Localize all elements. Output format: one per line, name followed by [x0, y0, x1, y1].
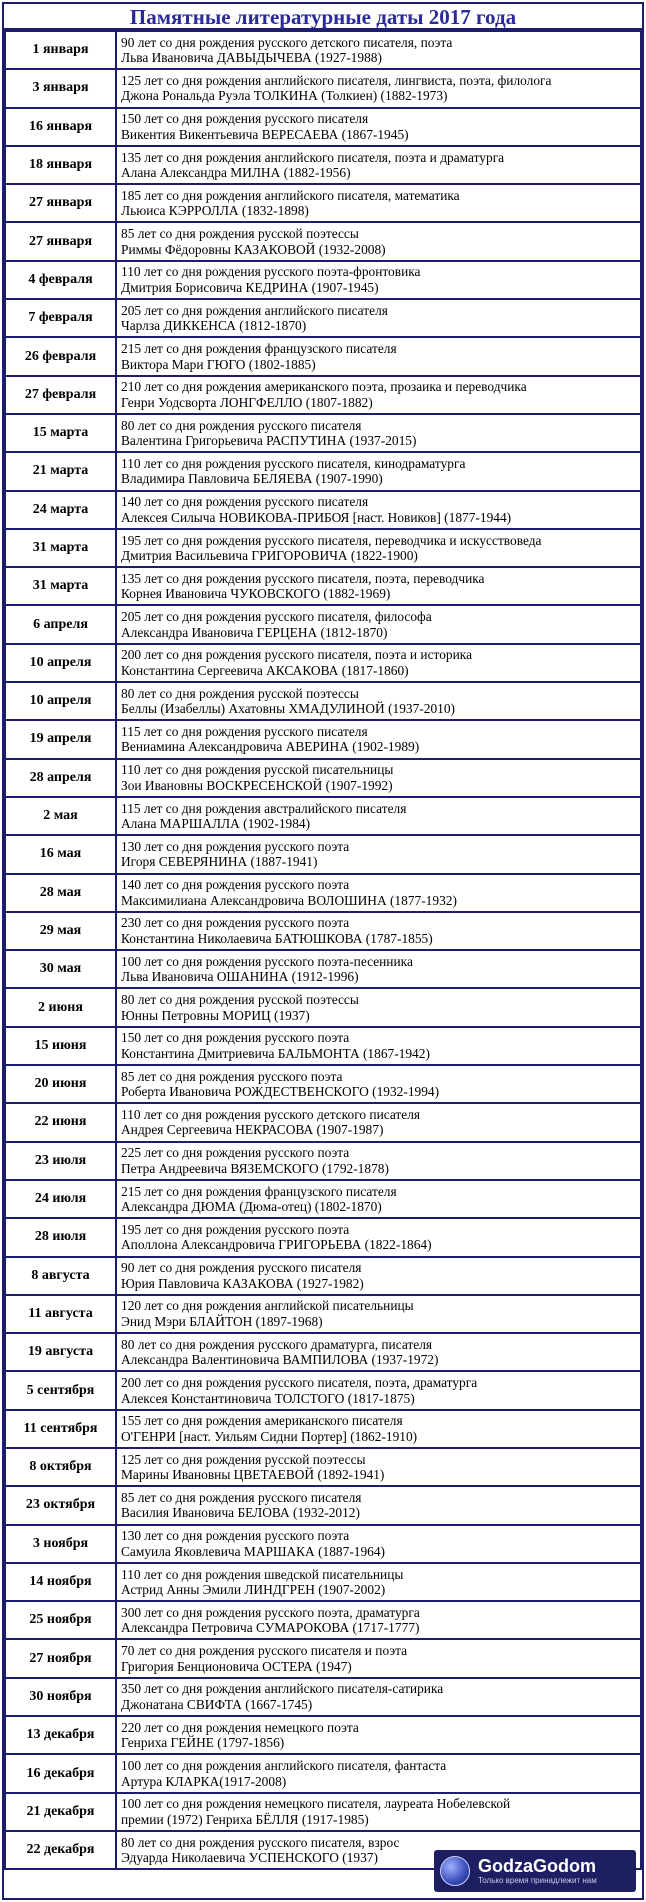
description-cell	[116, 1142, 641, 1180]
anniversary-line: 100 лет со дня рождения русского поэта-песенника	[121, 953, 413, 969]
author-line: Льва Ивановича ОШАНИНА (1912-1996)	[121, 969, 359, 985]
description-cell	[116, 1065, 641, 1103]
author-line: Джона Рональда Руэла ТОЛКИНА (Толкиен) (1882-1973)	[121, 88, 448, 104]
description-cell	[116, 912, 641, 950]
anniversary-line: 135 лет со дня рождения английского писателя, поэта и драматурга	[121, 149, 505, 165]
date-cell: 25 ноября	[5, 1601, 116, 1639]
table-row	[5, 1180, 641, 1218]
description-cell	[116, 69, 641, 107]
date-cell: 19 апреля	[5, 720, 116, 758]
table-row	[5, 1142, 641, 1180]
description-cell	[116, 1525, 641, 1563]
date-cell: 20 июня	[5, 1065, 116, 1103]
anniversary-line: 230 лет со дня рождения русского поэта	[121, 915, 350, 931]
description-cell	[116, 1218, 641, 1256]
author-line: Виктора Мари ГЮГО (1802-1885)	[121, 356, 316, 372]
table-row	[5, 1563, 641, 1601]
table-row	[5, 912, 641, 950]
date-cell: 15 июня	[5, 1027, 116, 1065]
anniversary-line: 85 лет со дня рождения русского писателя	[121, 1489, 362, 1505]
date-cell: 31 марта	[5, 529, 116, 567]
description-cell	[116, 1180, 641, 1218]
table-row	[5, 644, 641, 682]
description-cell	[116, 491, 641, 529]
anniversary-line: 100 лет со дня рождения немецкого писателя, лауреата Нобелевской	[121, 1796, 511, 1812]
description-cell	[116, 1639, 641, 1677]
anniversary-line: 90 лет со дня рождения русского писателя	[121, 1260, 362, 1276]
date-cell: 27 февраля	[5, 376, 116, 414]
date-cell: 28 июля	[5, 1218, 116, 1256]
table-row	[5, 1410, 641, 1448]
anniversary-line: 300 лет со дня рождения русского поэта, драматурга	[121, 1604, 420, 1620]
description-cell	[116, 1257, 641, 1295]
author-line: Самуила Яковлевича МАРШАКА (1887-1964)	[121, 1543, 386, 1559]
table-row	[5, 337, 641, 375]
author-line: Александра Ивановича ГЕРЦЕНА (1812-1870)	[121, 624, 388, 640]
anniversary-line: 80 лет со дня рождения русского драматурга, писателя	[121, 1336, 433, 1352]
date-cell: 22 декабря	[5, 1831, 116, 1869]
author-line: Александра Петровича СУМАРОКОВА (1717-1777)	[121, 1620, 420, 1636]
anniversary-line: 350 лет со дня рождения английского писателя-сатирика	[121, 1681, 444, 1697]
date-cell: 1 января	[5, 31, 116, 69]
table-row	[5, 108, 641, 146]
table-row	[5, 1793, 641, 1831]
anniversary-line: 115 лет со дня рождения русского писателя	[121, 723, 368, 739]
anniversary-line: 150 лет со дня рождения русского писателя	[121, 111, 369, 127]
table-row	[5, 414, 641, 452]
author-line: Константина Сергеевича АКСАКОВА (1817-1860)	[121, 662, 409, 678]
author-line: Алексея Константиновича ТОЛСТОГО (1817-1875)	[121, 1390, 415, 1406]
table-row	[5, 988, 641, 1026]
author-line: Роберта Ивановича РОЖДЕСТВЕНСКОГО (1932-1994)	[121, 1084, 440, 1100]
description-cell	[116, 1486, 641, 1524]
author-line: Максимилиана Александровича ВОЛОШИНА (1877-1932)	[121, 892, 457, 908]
date-cell: 30 ноября	[5, 1678, 116, 1716]
description-cell	[116, 797, 641, 835]
description-cell	[116, 1601, 641, 1639]
author-line: Беллы (Изабеллы) Ахатовны ХМАДУЛИНОЙ (1937-2010)	[121, 701, 456, 717]
date-cell: 11 сентября	[5, 1410, 116, 1448]
dates-table-frame	[2, 2, 644, 1900]
anniversary-line: 100 лет со дня рождения английского писателя, фантаста	[121, 1758, 447, 1773]
anniversary-line: 140 лет со дня рождения русского писателя	[121, 494, 369, 510]
description-cell	[116, 146, 641, 184]
date-cell: 4 февраля	[5, 261, 116, 299]
anniversary-line: 80 лет со дня рождения русской поэтессы	[121, 685, 359, 701]
description-cell	[116, 108, 641, 146]
table-row	[5, 31, 641, 69]
author-line: Григория Бенционовича ОСТЕРА (1947)	[121, 1658, 352, 1674]
date-cell: 5 сентября	[5, 1371, 116, 1409]
anniversary-line: 90 лет со дня рождения русского детского писателя, поэта	[121, 34, 453, 50]
table-row	[5, 69, 641, 107]
anniversary-line: 80 лет со дня рождения русского писателя	[121, 417, 362, 433]
date-cell: 13 декабря	[5, 1716, 116, 1754]
anniversary-line: 110 лет со дня рождения русского поэта-фронтовика	[121, 264, 421, 280]
anniversary-line: 215 лет со дня рождения французского писателя	[121, 341, 397, 357]
date-cell: 10 апреля	[5, 644, 116, 682]
author-line: Аполлона Александровича ГРИГОРЬЕВА (1822-1864)	[121, 1237, 432, 1253]
table-row	[5, 376, 641, 414]
description-cell	[116, 1678, 641, 1716]
date-cell: 21 марта	[5, 452, 116, 490]
author-line: Артура КЛАРКА(1917-2008)	[121, 1773, 287, 1789]
description-cell	[116, 567, 641, 605]
logo-tagline: Только время принадлежит нам	[478, 1876, 597, 1885]
anniversary-line: 135 лет со дня рождения русского писателя, поэта, переводчика	[121, 570, 485, 586]
author-line: Чарлза ДИККЕНСА (1812-1870)	[121, 318, 307, 334]
description-cell	[116, 1563, 641, 1601]
description-cell	[116, 1754, 641, 1792]
description-cell	[116, 1295, 641, 1333]
date-cell: 8 августа	[5, 1257, 116, 1295]
table-row	[5, 1371, 641, 1409]
author-line: Петра Андреевича ВЯЗЕМСКОГО (1792-1878)	[121, 1160, 389, 1176]
date-cell: 28 апреля	[5, 759, 116, 797]
description-cell	[116, 682, 641, 720]
author-line: Александра Валентиновича ВАМПИЛОВА (1937-1972)	[121, 1352, 439, 1368]
table-row	[5, 529, 641, 567]
table-row	[5, 299, 641, 337]
description-cell	[116, 184, 641, 222]
date-cell: 29 мая	[5, 912, 116, 950]
anniversary-line: 195 лет со дня рождения русского поэта	[121, 1221, 350, 1237]
anniversary-line: 125 лет со дня рождения английского писателя, лингвиста, поэта, филолога	[121, 72, 552, 88]
date-cell: 7 февраля	[5, 299, 116, 337]
date-cell: 3 ноября	[5, 1525, 116, 1563]
table-row	[5, 759, 641, 797]
anniversary-line: 110 лет со дня рождения русского детского писателя	[121, 1106, 421, 1122]
table-row	[5, 950, 641, 988]
anniversary-line: 70 лет со дня рождения русского писателя и поэта	[121, 1643, 408, 1659]
date-cell: 2 мая	[5, 797, 116, 835]
anniversary-line: 85 лет со дня рождения русской поэтессы	[121, 226, 359, 242]
author-line: Льюиса КЭРРОЛЛА (1832-1898)	[121, 203, 309, 219]
anniversary-line: 120 лет со дня рождения английской писательницы	[121, 1298, 414, 1314]
table-row	[5, 1027, 641, 1065]
author-line: Дмитрия Борисовича КЕДРИНА (1907-1945)	[121, 279, 379, 295]
date-cell: 14 ноября	[5, 1563, 116, 1601]
date-cell: 16 декабря	[5, 1754, 116, 1792]
anniversary-line: 220 лет со дня рождения немецкого поэта	[121, 1719, 359, 1735]
author-line: Василия Ивановича БЕЛОВА (1932-2012)	[121, 1505, 360, 1521]
table-row	[5, 720, 641, 758]
author-line: Дмитрия Васильевича ГРИГОРОВИЧА (1822-1900)	[121, 548, 418, 563]
anniversary-line: 140 лет со дня рождения русского поэта	[121, 877, 350, 893]
author-line: премии (1972) Генриха БЁЛЛЯ (1917-1985)	[121, 1811, 369, 1827]
logo-text	[478, 1856, 597, 1886]
date-cell: 19 августа	[5, 1333, 116, 1371]
anniversary-line: 215 лет со дня рождения французского писателя	[121, 1183, 397, 1199]
date-cell: 23 июля	[5, 1142, 116, 1180]
date-cell: 28 мая	[5, 874, 116, 912]
author-line: Генриха ГЕЙНЕ (1797-1856)	[121, 1735, 285, 1751]
anniversary-line: 80 лет со дня рождения русской поэтессы	[121, 992, 359, 1008]
anniversary-line: 110 лет со дня рождения русской писательницы	[121, 762, 394, 778]
description-cell	[116, 1027, 641, 1065]
table-row	[5, 1218, 641, 1256]
author-line: Юнны Петровны МОРИЦ (1937)	[121, 1007, 310, 1023]
table-row	[5, 1525, 641, 1563]
table-row	[5, 261, 641, 299]
date-cell: 11 августа	[5, 1295, 116, 1333]
author-line: Марины Ивановны ЦВЕТАЕВОЙ (1892-1941)	[121, 1467, 385, 1483]
description-cell	[116, 1793, 641, 1831]
anniversary-line: 85 лет со дня рождения русского поэта	[121, 1068, 343, 1084]
site-logo	[434, 1850, 636, 1892]
author-line: Алана Александра МИЛНА (1882-1956)	[121, 165, 351, 181]
author-line: Риммы Фёдоровны КАЗАКОВОЙ (1932-2008)	[121, 241, 386, 257]
description-cell	[116, 874, 641, 912]
anniversary-line: 155 лет со дня рождения американского писателя	[121, 1413, 403, 1429]
date-cell: 18 января	[5, 146, 116, 184]
author-line: Зои Ивановны ВОСКРЕСЕНСКОЙ (1907-1992)	[121, 777, 393, 793]
date-cell: 6 апреля	[5, 605, 116, 643]
author-line: Константина Дмитриевича БАЛЬМОНТА (1867-1942)	[121, 1045, 430, 1061]
date-cell: 21 декабря	[5, 1793, 116, 1831]
description-cell	[116, 644, 641, 682]
table-row	[5, 1486, 641, 1524]
description-cell	[116, 1716, 641, 1754]
anniversary-line: 200 лет со дня рождения русского писателя, поэта и историка	[121, 647, 473, 663]
table-row	[5, 682, 641, 720]
anniversary-line: 150 лет со дня рождения русского поэта	[121, 1030, 350, 1046]
author-line: Валентина Григорьевича РАСПУТИНА (1937-2015)	[121, 433, 417, 449]
anniversary-line: 130 лет со дня рождения русского поэта	[121, 1528, 350, 1544]
page-title: Памятные литературные даты 2017 года	[4, 4, 642, 30]
date-cell: 16 мая	[5, 835, 116, 873]
date-cell: 30 мая	[5, 950, 116, 988]
table-row	[5, 1295, 641, 1333]
description-cell	[116, 299, 641, 337]
date-cell: 27 ноября	[5, 1639, 116, 1677]
anniversary-line: 110 лет со дня рождения русского писателя, кинодраматурга	[121, 455, 466, 471]
date-cell: 8 октября	[5, 1448, 116, 1486]
date-cell: 27 января	[5, 222, 116, 260]
description-cell	[116, 452, 641, 490]
description-cell	[116, 31, 641, 69]
table-row	[5, 1678, 641, 1716]
author-line: Владимира Павловича БЕЛЯЕВА (1907-1990)	[121, 471, 383, 487]
author-line: Алексея Силыча НОВИКОВА-ПРИБОЯ [наст. Новиков] (1877-1944)	[121, 509, 512, 525]
description-cell	[116, 988, 641, 1026]
table-row	[5, 835, 641, 873]
date-cell: 31 марта	[5, 567, 116, 605]
table-row	[5, 184, 641, 222]
table-row	[5, 1448, 641, 1486]
author-line: Корнея Ивановича ЧУКОВСКОГО (1882-1969)	[121, 586, 391, 602]
table-row	[5, 1103, 641, 1141]
anniversary-line: 205 лет со дня рождения русского писателя, философа	[121, 609, 432, 625]
author-line: Юрия Павловича КАЗАКОВА (1927-1982)	[121, 1275, 364, 1291]
description-cell	[116, 376, 641, 414]
author-line: Викентия Викентьевича ВЕРЕСАЕВА (1867-1945)	[121, 126, 409, 142]
table-row	[5, 874, 641, 912]
table-row	[5, 222, 641, 260]
table-row	[5, 567, 641, 605]
description-cell	[116, 1448, 641, 1486]
author-line: Андрея Сергеевича НЕКРАСОВА (1907-1987)	[121, 1122, 384, 1138]
description-cell	[116, 605, 641, 643]
table-row	[5, 1065, 641, 1103]
anniversary-line: 200 лет со дня рождения русского писателя, поэта, драматурга	[121, 1375, 478, 1391]
description-cell	[116, 1333, 641, 1371]
date-cell: 24 июля	[5, 1180, 116, 1218]
author-line: О'ГЕНРИ [наст. Уильям Сидни Портер] (1862-1910)	[121, 1428, 418, 1444]
table-row	[5, 1754, 641, 1792]
anniversary-line: 130 лет со дня рождения русского поэта	[121, 838, 350, 854]
globe-icon	[440, 1856, 470, 1886]
date-cell: 15 марта	[5, 414, 116, 452]
description-cell	[116, 529, 641, 567]
author-line: Константина Николаевича БАТЮШКОВА (1787-1855)	[121, 930, 433, 946]
date-cell: 23 октября	[5, 1486, 116, 1524]
anniversary-line: 110 лет со дня рождения шведской писательницы	[121, 1566, 404, 1582]
description-cell	[116, 1410, 641, 1448]
date-cell: 2 июня	[5, 988, 116, 1026]
author-line: Энид Мэри БЛАЙТОН (1897-1968)	[121, 1313, 323, 1329]
table-row	[5, 1639, 641, 1677]
table-row	[5, 491, 641, 529]
date-cell: 27 января	[5, 184, 116, 222]
description-cell	[116, 1103, 641, 1141]
description-cell	[116, 222, 641, 260]
author-line: Астрид Анны Эмили ЛИНДГРЕН (1907-2002)	[121, 1582, 386, 1598]
description-cell	[116, 261, 641, 299]
anniversary-line: 195 лет со дня рождения русского писателя, переводчика и искусствоведа	[121, 532, 542, 548]
date-cell: 16 января	[5, 108, 116, 146]
date-cell: 3 января	[5, 69, 116, 107]
date-cell: 24 марта	[5, 491, 116, 529]
dates-table-body	[5, 31, 641, 1869]
description-cell	[116, 720, 641, 758]
description-cell	[116, 759, 641, 797]
author-line: Вениамина Александровича АВЕРИНА (1902-1989)	[121, 739, 420, 755]
table-row	[5, 452, 641, 490]
date-cell: 10 апреля	[5, 682, 116, 720]
anniversary-line: 185 лет со дня рождения английского писателя, математика	[121, 187, 460, 203]
description-cell	[116, 414, 641, 452]
anniversary-line: 225 лет со дня рождения русского поэта	[121, 1145, 350, 1161]
description-cell	[116, 337, 641, 375]
table-row	[5, 146, 641, 184]
description-cell	[116, 1371, 641, 1409]
anniversary-line: 205 лет со дня рождения английского писателя	[121, 302, 388, 318]
author-line: Эдуарда Николаевича УСПЕНСКОГО (1937)	[121, 1850, 378, 1866]
author-line: Алана МАРШАЛЛА (1902-1984)	[121, 816, 311, 832]
description-cell	[116, 835, 641, 873]
author-line: Александра ДЮМА (Дюма-отец) (1802-1870)	[121, 1199, 382, 1215]
author-line: Льва Ивановича ДАВЫДЫЧЕВА (1927-1988)	[121, 50, 382, 66]
description-cell	[116, 950, 641, 988]
author-line: Генри Уодсворта ЛОНГФЕЛЛО (1807-1882)	[121, 394, 373, 410]
logo-brand: GodzaGodom	[478, 1856, 596, 1876]
anniversary-line: 115 лет со дня рождения австралийского писателя	[121, 800, 407, 816]
table-row	[5, 1601, 641, 1639]
table-row	[5, 1716, 641, 1754]
anniversary-line: 210 лет со дня рождения американского поэта, прозаика и переводчика	[121, 379, 527, 395]
author-line: Игоря СЕВЕРЯНИНА (1887-1941)	[121, 854, 318, 870]
table-row	[5, 1257, 641, 1295]
table-row	[5, 797, 641, 835]
date-cell: 26 февраля	[5, 337, 116, 375]
table-row	[5, 605, 641, 643]
date-cell: 22 июня	[5, 1103, 116, 1141]
author-line: Джонатана СВИФТА (1667-1745)	[121, 1696, 313, 1712]
anniversary-line: 80 лет со дня рождения русского писателя, взрос	[121, 1834, 400, 1850]
anniversary-line: 125 лет со дня рождения русской поэтессы	[121, 1451, 366, 1467]
table-row	[5, 1333, 641, 1371]
dates-table	[4, 30, 642, 1870]
